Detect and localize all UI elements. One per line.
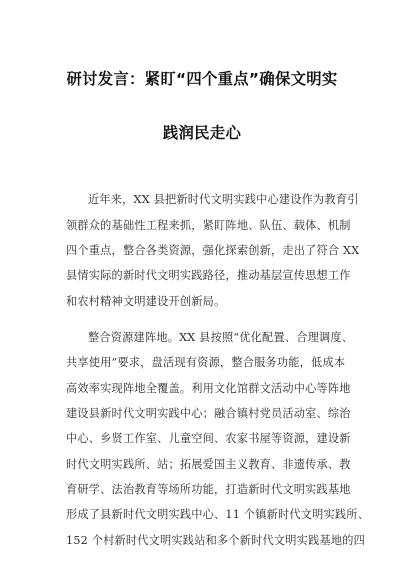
- paragraph-line: 县情实际的新时代文明实践路径，推动基层宣传思想工作: [66, 269, 351, 282]
- paragraph-line: 四个重点，整合各类资源，强化探索创新，走出了符合 XX: [66, 244, 360, 257]
- document-title-line-2: 践润民走心: [162, 124, 242, 142]
- paragraph-line: 中心、乡贤工作室、儿童空间、农家书屋等资源，建设新: [66, 432, 351, 445]
- paragraph-line: 建设县新时代文明实践中心；融合镇村党员活动室、综治: [66, 407, 351, 420]
- paragraph-line: 近年来，XX 县把新时代文明实践中心建设作为教育引: [88, 193, 359, 206]
- paragraph-line: 时代文明实践所、站；拓展爱国主义教育、非遗传承、教: [66, 458, 351, 471]
- paragraph-line: 育研学、法治教育等场所功能，打造新时代文明实践基地: [66, 483, 351, 496]
- paragraph-line: 领群众的基础性工程来抓，紧盯阵地、队伍、载体、机制: [66, 219, 351, 232]
- paragraph-line: 152 个村新时代文明实践站和多个新时代文明实践基地的四: [66, 534, 366, 547]
- paragraph-line: 共享使用”要求，盘活现有资源，整合服务功能，低成本: [66, 356, 346, 369]
- paragraph-line: 整合资源建阵地。XX 县按照“优化配置、合理调度、: [88, 331, 354, 344]
- paragraph-line: 高效率实现阵地全覆盖。利用文化馆群文活动中心等阵地: [66, 382, 351, 395]
- document-title-line-1: 研讨发言：紧盯“四个重点”确保文明实: [66, 70, 338, 88]
- paragraph-line: 形成了县新时代文明实践中心、11 个镇新时代文明实践所、: [66, 508, 370, 521]
- paragraph-line: 和农村精神文明建设开创新局。: [66, 295, 226, 308]
